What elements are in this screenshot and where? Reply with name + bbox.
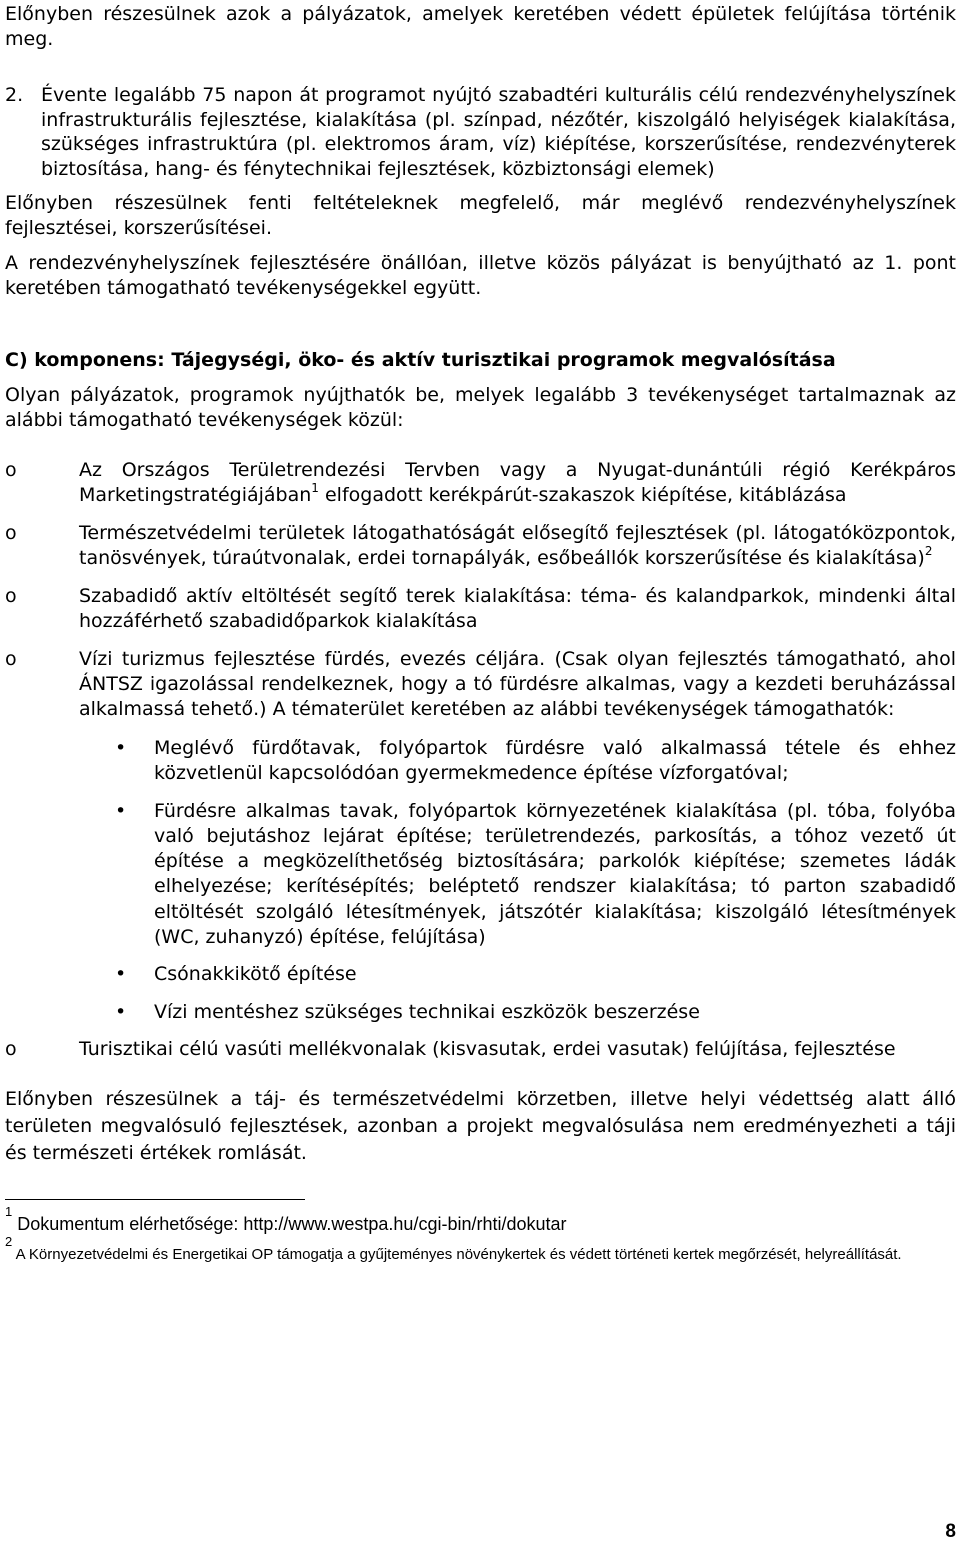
footnote-2 (5, 1233, 956, 1265)
activity-item-4 (5, 647, 956, 1025)
footnote-1 (5, 1203, 956, 1235)
activity-text: Vízi turizmus fejlesztése fürdés, evezés céljára. (Csak olyan fejlesztés támogatható, ahol ÁNTSZ igazolással rendelkeznek, hogy a tó fürdésre alkalmas, vagy a kezdeti beruházással alkalmassá tehető.) A tématerület keretében az alábbi tevékenységek támogathatók: (79, 648, 956, 720)
footnote-mark: 1 (5, 1203, 13, 1219)
activity-item-5 (5, 1037, 956, 1062)
bullet-dot: • (115, 737, 127, 759)
preference-paragraph: Előnyben részesülnek fenti feltételeknek megfelelő, már meglévő rendezvényhelyszínek fejlesztései, korszerűsítései. (5, 192, 956, 239)
footnote-text: A Környezetvédelmi és Energetikai OP támogatja a gyűjteményes növénykertek és védett történeti kertek megőrzését, helyreállítását. (12, 1245, 902, 1263)
numbered-item-2 (5, 83, 956, 181)
water-tourism-bullet-list (5, 736, 956, 1025)
joint-application-paragraph: A rendezvényhelyszínek fejlesztésére önállóan, illetve közös pályázat is benyújtható az 1. pont keretében támogatható tevékenységekkel együtt. (5, 252, 956, 299)
bullet-item (5, 799, 956, 951)
circle-marker: o (5, 648, 17, 670)
activity-text: Turisztikai célú vasúti mellékvonalak (kisvasutak, erdei vasutak) felújítása, fejlesztése (79, 1037, 896, 1060)
footnote-ref-1[interactable]: 1 (311, 480, 319, 495)
activity-item-3 (5, 584, 956, 634)
page-number: 8 (945, 1521, 956, 1542)
bullet-dot: • (115, 963, 127, 986)
bullet-text: Csónakkikötő építése (154, 963, 357, 986)
footnote-ref-2[interactable]: 2 (924, 543, 933, 558)
footnote-mark: 2 (5, 1233, 13, 1249)
bullet-text: Meglévő fürdőtavak, folyópartok fürdésre való alkalmassá tétele és ehhez közvetlenül kapcsolódóan gyermekmedence építése vízforgatóval; (154, 737, 956, 785)
section-c-intro: Olyan pályázatok, programok nyújthatók be, melyek legalább 3 tevékenységet tartalmaznak az alábbi támogatható tevékenységek közül: (5, 384, 956, 431)
bullet-item (5, 1000, 956, 1025)
circle-marker: o (5, 585, 17, 607)
circle-marker: o (5, 1037, 17, 1060)
document-page (5, 0, 956, 1265)
activity-text: Természetvédelmi területek látogathatóságát elősegítő fejlesztések (pl. látogatóközpontok, tanösvények, túraútvonalak, erdei tornapályák, esőbeállók korszerűsítése és kialakítása) (79, 522, 956, 569)
item-number: 2. (5, 84, 24, 106)
bullet-item (5, 736, 956, 787)
activity-item-1 (5, 458, 956, 508)
bullet-text: Fürdésre alkalmas tavak, folyópartok környezetének kialakítása (pl. tóba, folyóba való bejutáshoz lejárat építése; területrendezés, parkosítás, a tóhoz vezető út építése a megközelíthetőség biztosítására; parkolók kiépítése; szemetes ládák elhelyezése; kerítésépítés; beléptető rendszer kialakítása; tó parton szabadidő eltöltését szolgáló létesítmények, játszótér kialakítása; kiszolgáló létesítmények (WC, zuhanyzó) építése, felújítása) (154, 799, 956, 949)
footnote-text: Dokumentum elérhetősége: http://www.westpa.hu/cgi-bin/rhti/dokutar (12, 1213, 567, 1234)
intro-paragraph: Előnyben részesülnek azok a pályázatok, amelyek keretében védett épületek felújítása történik meg. (5, 3, 956, 50)
bullet-dot: • (115, 1000, 127, 1023)
bullet-text: Vízi mentéshez szükséges technikai eszközök beszerzése (154, 1000, 700, 1023)
section-c-heading: C) komponens: Tájegységi, öko- és aktív turisztikai programok megvalósítása (5, 349, 836, 371)
circle-marker: o (5, 522, 17, 544)
activity-text: Az Országos Területrendezési Tervben vagy a Nyugat-dunántúli régió Kerékpáros Marketingstratégiájában (79, 459, 956, 506)
bullet-dot: • (115, 799, 127, 822)
footnote-separator (5, 1199, 305, 1200)
bullet-item (5, 962, 956, 987)
activity-text-cont: elfogadott kerékpárút-szakaszok kiépítése, kitáblázása (318, 484, 847, 506)
activity-item-2 (5, 521, 956, 571)
landscape-protection-paragraph: Előnyben részesülnek a táj- és természetvédelmi körzetben, illetve helyi védettség alatt álló területen megvalósuló fejlesztések, azonban a projekt megvalósulása nem eredményezheti a táji és természeti értékek romlását. (5, 1087, 956, 1164)
activity-text: Szabadidő aktív eltöltését segítő terek kialakítása: téma- és kalandparkok, mindenki által hozzáférhető szabadidőparkok kialakítása (79, 585, 956, 632)
circle-marker: o (5, 459, 17, 481)
item-text: Évente legalább 75 napon át programot nyújtó szabadtéri kulturális célú rendezvényhelyszínek infrastrukturális fejlesztése, kialakítása (pl. színpad, nézőtér, kiszolgáló helyiségek kialakítása, szükséges infrastruktúra (pl. elektromos áram, víz) kiépítése, korszerűsítése, rendezvényterek biztosítása, hang- és fénytechnikai fejlesztések, közbiztonsági elemek) (41, 84, 956, 180)
